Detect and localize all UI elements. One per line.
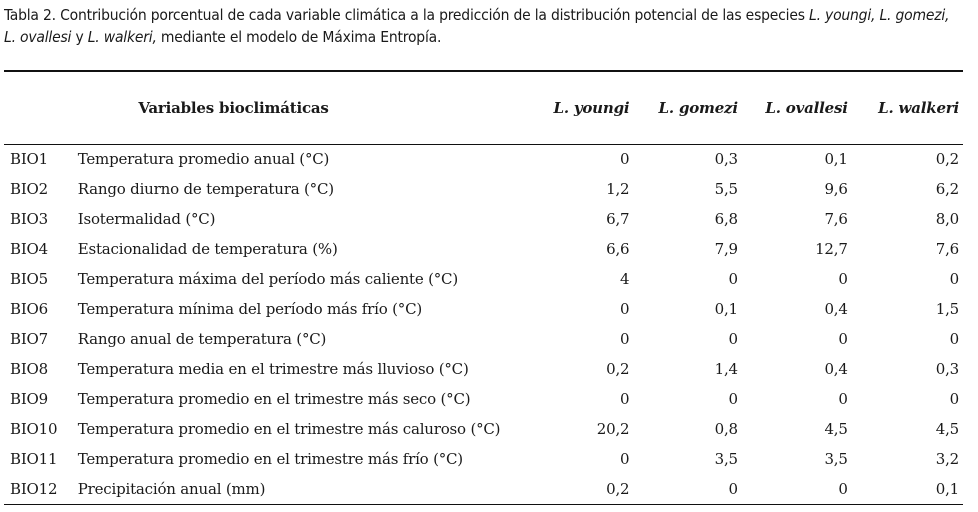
contribution-value: 20,2	[596, 420, 630, 438]
variable-code: BIO1	[10, 150, 48, 169]
variable-description: Temperatura mínima del período más frío (°C)	[77, 300, 423, 318]
table-row	[4, 354, 963, 384]
variable-description: Temperatura promedio en el trimestre más seco (°C)	[77, 390, 471, 408]
table-caption	[4, 4, 972, 48]
variable-code: BIO5	[10, 270, 48, 288]
variable-code: BIO9	[10, 390, 48, 408]
table-row	[4, 474, 963, 504]
contribution-value: 6,7	[606, 210, 630, 228]
contribution-value: 0,3	[935, 360, 959, 378]
table-row	[4, 384, 963, 414]
contribution-value: 0,4	[824, 360, 848, 378]
caption-species-walkeri: L. walkeri,	[87, 28, 157, 46]
contribution-value: 0	[620, 390, 630, 408]
table-row	[4, 324, 963, 354]
table-row	[4, 234, 963, 264]
contribution-value: 0,8	[714, 420, 738, 438]
contribution-value: 0	[949, 330, 959, 348]
contribution-value: 0	[949, 390, 959, 408]
contribution-value: 0,3	[714, 150, 738, 169]
contribution-value: 9,6	[824, 180, 848, 198]
table-row	[4, 174, 963, 204]
contribution-value: 0	[949, 270, 959, 288]
variable-code: BIO6	[10, 300, 48, 318]
contribution-value: 0,1	[935, 479, 959, 498]
contribution-value: 7,9	[714, 240, 738, 258]
contribution-value: 4,5	[824, 420, 848, 438]
contribution-value: 0,1	[824, 150, 848, 169]
contribution-value: 3,5	[824, 450, 848, 468]
contribution-value: 0,4	[824, 300, 848, 318]
contribution-value: 1,2	[606, 180, 630, 198]
bioclimatic-contribution-table	[4, 70, 963, 505]
contribution-value: 0,2	[606, 479, 630, 498]
contribution-value: 7,6	[935, 240, 959, 258]
variable-description: Temperatura promedio en el trimestre más caluroso (°C)	[77, 420, 501, 438]
variable-description: Temperatura promedio en el trimestre más frío (°C)	[77, 450, 463, 468]
caption-text-end: mediante el modelo de Máxima Entropía.	[156, 28, 442, 46]
contribution-value: 3,5	[714, 450, 738, 468]
caption-text: Tabla 2. Contribución porcentual de cada variable climática a la predicción de la distribución potencial de las especies	[4, 6, 809, 24]
variable-description: Isotermalidad (°C)	[77, 210, 216, 228]
variable-description: Temperatura máxima del período más caliente (°C)	[77, 270, 458, 288]
variable-description: Rango diurno de temperatura (°C)	[77, 180, 334, 198]
header-species: L. ovallesi	[765, 98, 848, 117]
contribution-value: 4	[620, 270, 630, 288]
contribution-value: 0	[620, 330, 630, 348]
contribution-value: 5,5	[714, 180, 738, 198]
contribution-value: 0,2	[606, 360, 630, 378]
contribution-value: 6,8	[714, 210, 738, 228]
contribution-value: 1,4	[714, 360, 738, 378]
variable-code: BIO4	[10, 240, 48, 258]
variable-code: BIO3	[10, 210, 48, 228]
variable-code: BIO10	[10, 420, 58, 438]
contribution-value: 0	[728, 270, 738, 288]
caption-species-youngi: L. youngi,	[809, 6, 876, 24]
caption-species-ovallesi: L. ovallesi	[4, 28, 72, 46]
variable-code: BIO11	[10, 450, 58, 468]
variable-description: Precipitación anual (mm)	[77, 479, 266, 498]
variable-code: BIO8	[10, 360, 48, 378]
table-header	[4, 71, 963, 144]
contribution-value: 8,0	[935, 210, 959, 228]
variable-code: BIO12	[10, 479, 58, 498]
contribution-value: 0	[728, 330, 738, 348]
header-variables: Variables bioclimáticas	[138, 98, 329, 117]
contribution-value: 12,7	[815, 240, 848, 258]
variable-description: Temperatura promedio anual (°C)	[77, 150, 330, 169]
contribution-value: 0	[728, 479, 738, 498]
table-row	[4, 414, 963, 444]
table-row	[4, 204, 963, 234]
table-body	[4, 144, 963, 504]
caption-species-gomezi: L. gomezi,	[879, 6, 950, 24]
contribution-value: 6,2	[935, 180, 959, 198]
contribution-value: 7,6	[824, 210, 848, 228]
contribution-value: 0	[838, 479, 848, 498]
table-row	[4, 444, 963, 474]
contribution-value: 0	[728, 390, 738, 408]
contribution-value: 0	[620, 450, 630, 468]
contribution-value: 0	[838, 270, 848, 288]
variable-code: BIO7	[10, 330, 48, 348]
caption-conjunction: y	[71, 28, 88, 46]
contribution-value: 0	[838, 330, 848, 348]
variable-code: BIO2	[10, 180, 48, 198]
contribution-value: 3,2	[935, 450, 959, 468]
header-species: L. gomezi	[658, 98, 738, 117]
variable-description: Estacionalidad de temperatura (%)	[77, 240, 338, 258]
variable-description: Rango anual de temperatura (°C)	[77, 330, 327, 348]
contribution-value: 0	[620, 150, 630, 169]
contribution-value: 0	[838, 390, 848, 408]
variable-description: Temperatura media en el trimestre más lluvioso (°C)	[77, 360, 469, 378]
header-species: L. youngi	[553, 98, 630, 117]
contribution-value: 4,5	[935, 420, 959, 438]
table-row	[4, 294, 963, 324]
contribution-value: 0	[620, 300, 630, 318]
contribution-value: 1,5	[935, 300, 959, 318]
contribution-value: 0,1	[714, 300, 738, 318]
header-species: L. walkeri	[878, 98, 959, 117]
table-row	[4, 144, 963, 174]
contribution-value: 0,2	[935, 150, 959, 169]
table-row	[4, 264, 963, 294]
contribution-value: 6,6	[606, 240, 630, 258]
